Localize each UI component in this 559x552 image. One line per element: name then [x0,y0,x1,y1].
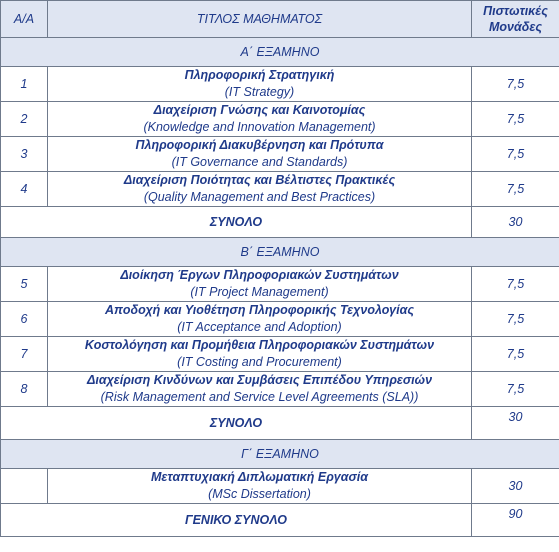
course-number: 2 [1,102,48,137]
course-ects: 30 [472,469,559,504]
course-ects: 7,5 [472,302,559,337]
column-header-ects-line1: Πιστωτικές [483,4,548,18]
table-row [1,102,559,137]
grand-total-label: ΓΕΝΙΚΟ ΣΥΝΟΛΟ [1,504,472,537]
course-number: 4 [1,172,48,207]
course-title-greek: Διαχείριση Κινδύνων και Συμβάσεις Επιπέδου Υπηρεσιών [86,373,433,387]
total-label: ΣΥΝΟΛΟ [1,407,472,440]
course-title-english: (IT Project Management) [190,285,329,299]
course-title [48,137,472,172]
course-title-english: (IT Costing and Procurement) [177,355,342,369]
course-title-english: (IT Strategy) [224,85,295,99]
grand-total-value: 90 [472,504,559,537]
course-number: 7 [1,337,48,372]
column-header-ects [472,1,559,38]
course-title [48,67,472,102]
course-title-greek: Πληροφορική Στρατηγική [184,68,335,82]
course-ects: 7,5 [472,102,559,137]
table-header-row [1,1,559,38]
course-title-greek: Διαχείριση Ποιότητας και Βέλτιστες Πρακτικές [123,173,396,187]
course-title-greek: Κοστολόγηση και Προμήθεια Πληροφοριακών Συστημάτων [84,338,435,352]
table-row [1,137,559,172]
column-header-ects-line2: Μονάδες [488,20,542,34]
total-value: 30 [472,407,559,440]
course-ects: 7,5 [472,67,559,102]
course-ects: 7,5 [472,172,559,207]
course-title-english: (Risk Management and Service Level Agreements (SLA)) [100,390,419,404]
total-value: 30 [472,207,559,238]
course-number: 8 [1,372,48,407]
total-row-b [1,407,559,440]
course-title [48,102,472,137]
table-row [1,267,559,302]
course-title [48,337,472,372]
column-header-title: ΤΙΤΛΟΣ ΜΑΘΗΜΑΤΟΣ [48,1,472,38]
course-title-greek: Διαχείριση Γνώσης και Καινοτομίας [153,103,366,117]
course-title-english: (IT Governance and Standards) [171,155,348,169]
column-header-aa: Α/Α [1,1,48,38]
table-row [1,172,559,207]
course-number: 3 [1,137,48,172]
grand-total-row [1,504,559,537]
semester-label: Β΄ ΕΞΑΜΗΝΟ [1,238,559,267]
course-ects: 7,5 [472,337,559,372]
course-ects: 7,5 [472,137,559,172]
semester-row-a [1,38,559,67]
course-title-english: (Knowledge and Innovation Management) [143,120,376,134]
course-title-greek: Μεταπτυχιακή Διπλωματική Εργασία [151,470,368,484]
table-row [1,469,559,504]
course-title [48,172,472,207]
course-title-greek: Διοίκηση Έργων Πληροφοριακών Συστημάτων [120,268,399,282]
course-title [48,267,472,302]
semester-label: Γ΄ ΕΞΑΜΗΝΟ [1,440,559,469]
course-title [48,302,472,337]
course-title-greek: Πληροφορική Διακυβέρνηση και Πρότυπα [135,138,384,152]
course-title-greek: Αποδοχή και Υιοθέτηση Πληροφορικής Τεχνολογίας [104,303,414,317]
course-title-english: (IT Acceptance and Adoption) [177,320,342,334]
course-number: 5 [1,267,48,302]
course-title [48,469,472,504]
course-number: 1 [1,67,48,102]
course-ects: 7,5 [472,267,559,302]
table-row [1,337,559,372]
table-row [1,302,559,337]
course-number [1,469,48,504]
course-title-english: (Quality Management and Best Practices) [143,190,376,204]
total-row-a [1,207,559,238]
table-row [1,372,559,407]
total-label: ΣΥΝΟΛΟ [1,207,472,238]
semester-row-c [1,440,559,469]
course-ects: 7,5 [472,372,559,407]
course-title-english: (MSc Dissertation) [208,487,311,501]
semester-row-b [1,238,559,267]
table-row [1,67,559,102]
course-number: 6 [1,302,48,337]
semester-label: Α΄ ΕΞΑΜΗΝΟ [1,38,559,67]
course-title [48,372,472,407]
